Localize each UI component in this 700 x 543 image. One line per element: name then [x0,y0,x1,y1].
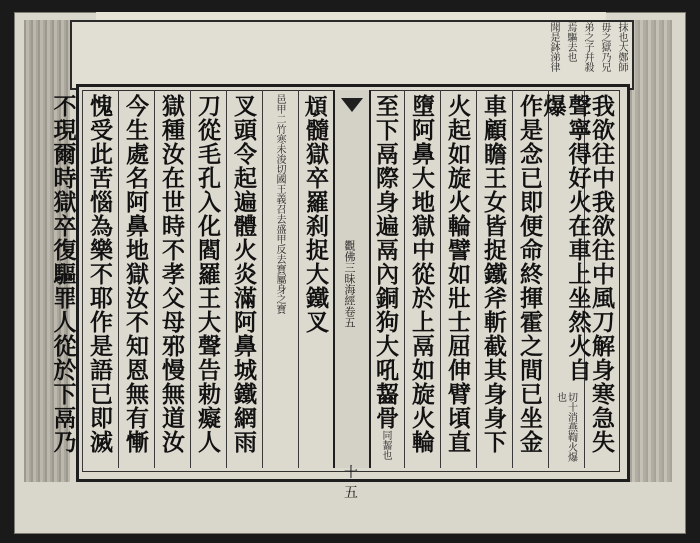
header-note-line: 抹也大鄭師 [616,22,627,72]
column-text: 髓獄卒羅刹捉大鐵叉 [302,118,329,334]
center-gutter [333,90,371,501]
text-column [440,90,474,468]
text-column [476,90,510,468]
text-column [154,90,188,468]
header-note-line: 焉驅去也 [565,22,576,62]
column-text: 叉頭令起遍體火炎滿阿鼻城鐵網雨 [230,94,257,454]
text-column [82,90,116,468]
column-text: 聲寧得好火在車上坐然火自爆 [539,94,592,382]
header-note-line: 弟之子幷殺 [582,22,593,72]
column-text: 獄種汝在世時不孝父母邪慢無道汝 [158,94,185,454]
text-column [118,90,152,468]
column-note: 同齧也 [380,430,391,460]
column-text: 作是念已即便命終揮霍之間已坐金 [516,94,543,454]
text-column [404,90,438,468]
text-column [512,90,546,468]
column-prefix: 𩑣 [302,94,329,118]
text-column [190,90,224,468]
text-column [46,90,80,468]
header-note-line: 聞是鉢涕律 [548,22,559,72]
fishtail-top-icon [341,98,363,112]
column-note: 切十消燕鞫火爆也 [554,391,577,462]
header-note-line: 毋之獄乃兄 [599,22,610,72]
column-text: 我欲往中我欲往中風刀解身寒急失 [588,94,615,454]
column-text: 今生處名阿鼻地獄汝不知恩無有慚 [122,94,149,454]
column-text: 愧受此苦惱為樂不耶作是語已即滅 [86,94,113,454]
column-text: 刀從毛孔入化閻羅王大聲告勅癡人 [194,94,221,454]
text-column [368,90,402,468]
text-column [226,90,260,468]
right-rubbing-margin [630,20,672,482]
text-column [298,90,332,468]
top-tape [96,12,606,20]
header-annotation [548,22,627,72]
column-text: 車顧瞻王女皆捉鐵斧斬截其身身下 [480,94,507,454]
page-number: 十五 [344,465,358,501]
gutter-title: 觀佛三昧海經卷五 [343,240,356,328]
text-column [262,90,296,468]
column-text: 至下鬲際身遍鬲內銅狗大吼齧骨 [372,94,399,430]
text-column [539,90,592,468]
column-text: 火起如旋火輪譬如壯士屈伸臂頃直 [444,94,471,454]
column-text: 不現爾時獄卒復驅罪人從於下鬲乃 [49,94,77,454]
column-note: 邑甲二竹寒未浚切國王義召去盛甲反去寶屬身之寶 [274,94,285,314]
column-text: 墮阿鼻大地獄中從於上鬲如旋火輪 [408,94,435,454]
